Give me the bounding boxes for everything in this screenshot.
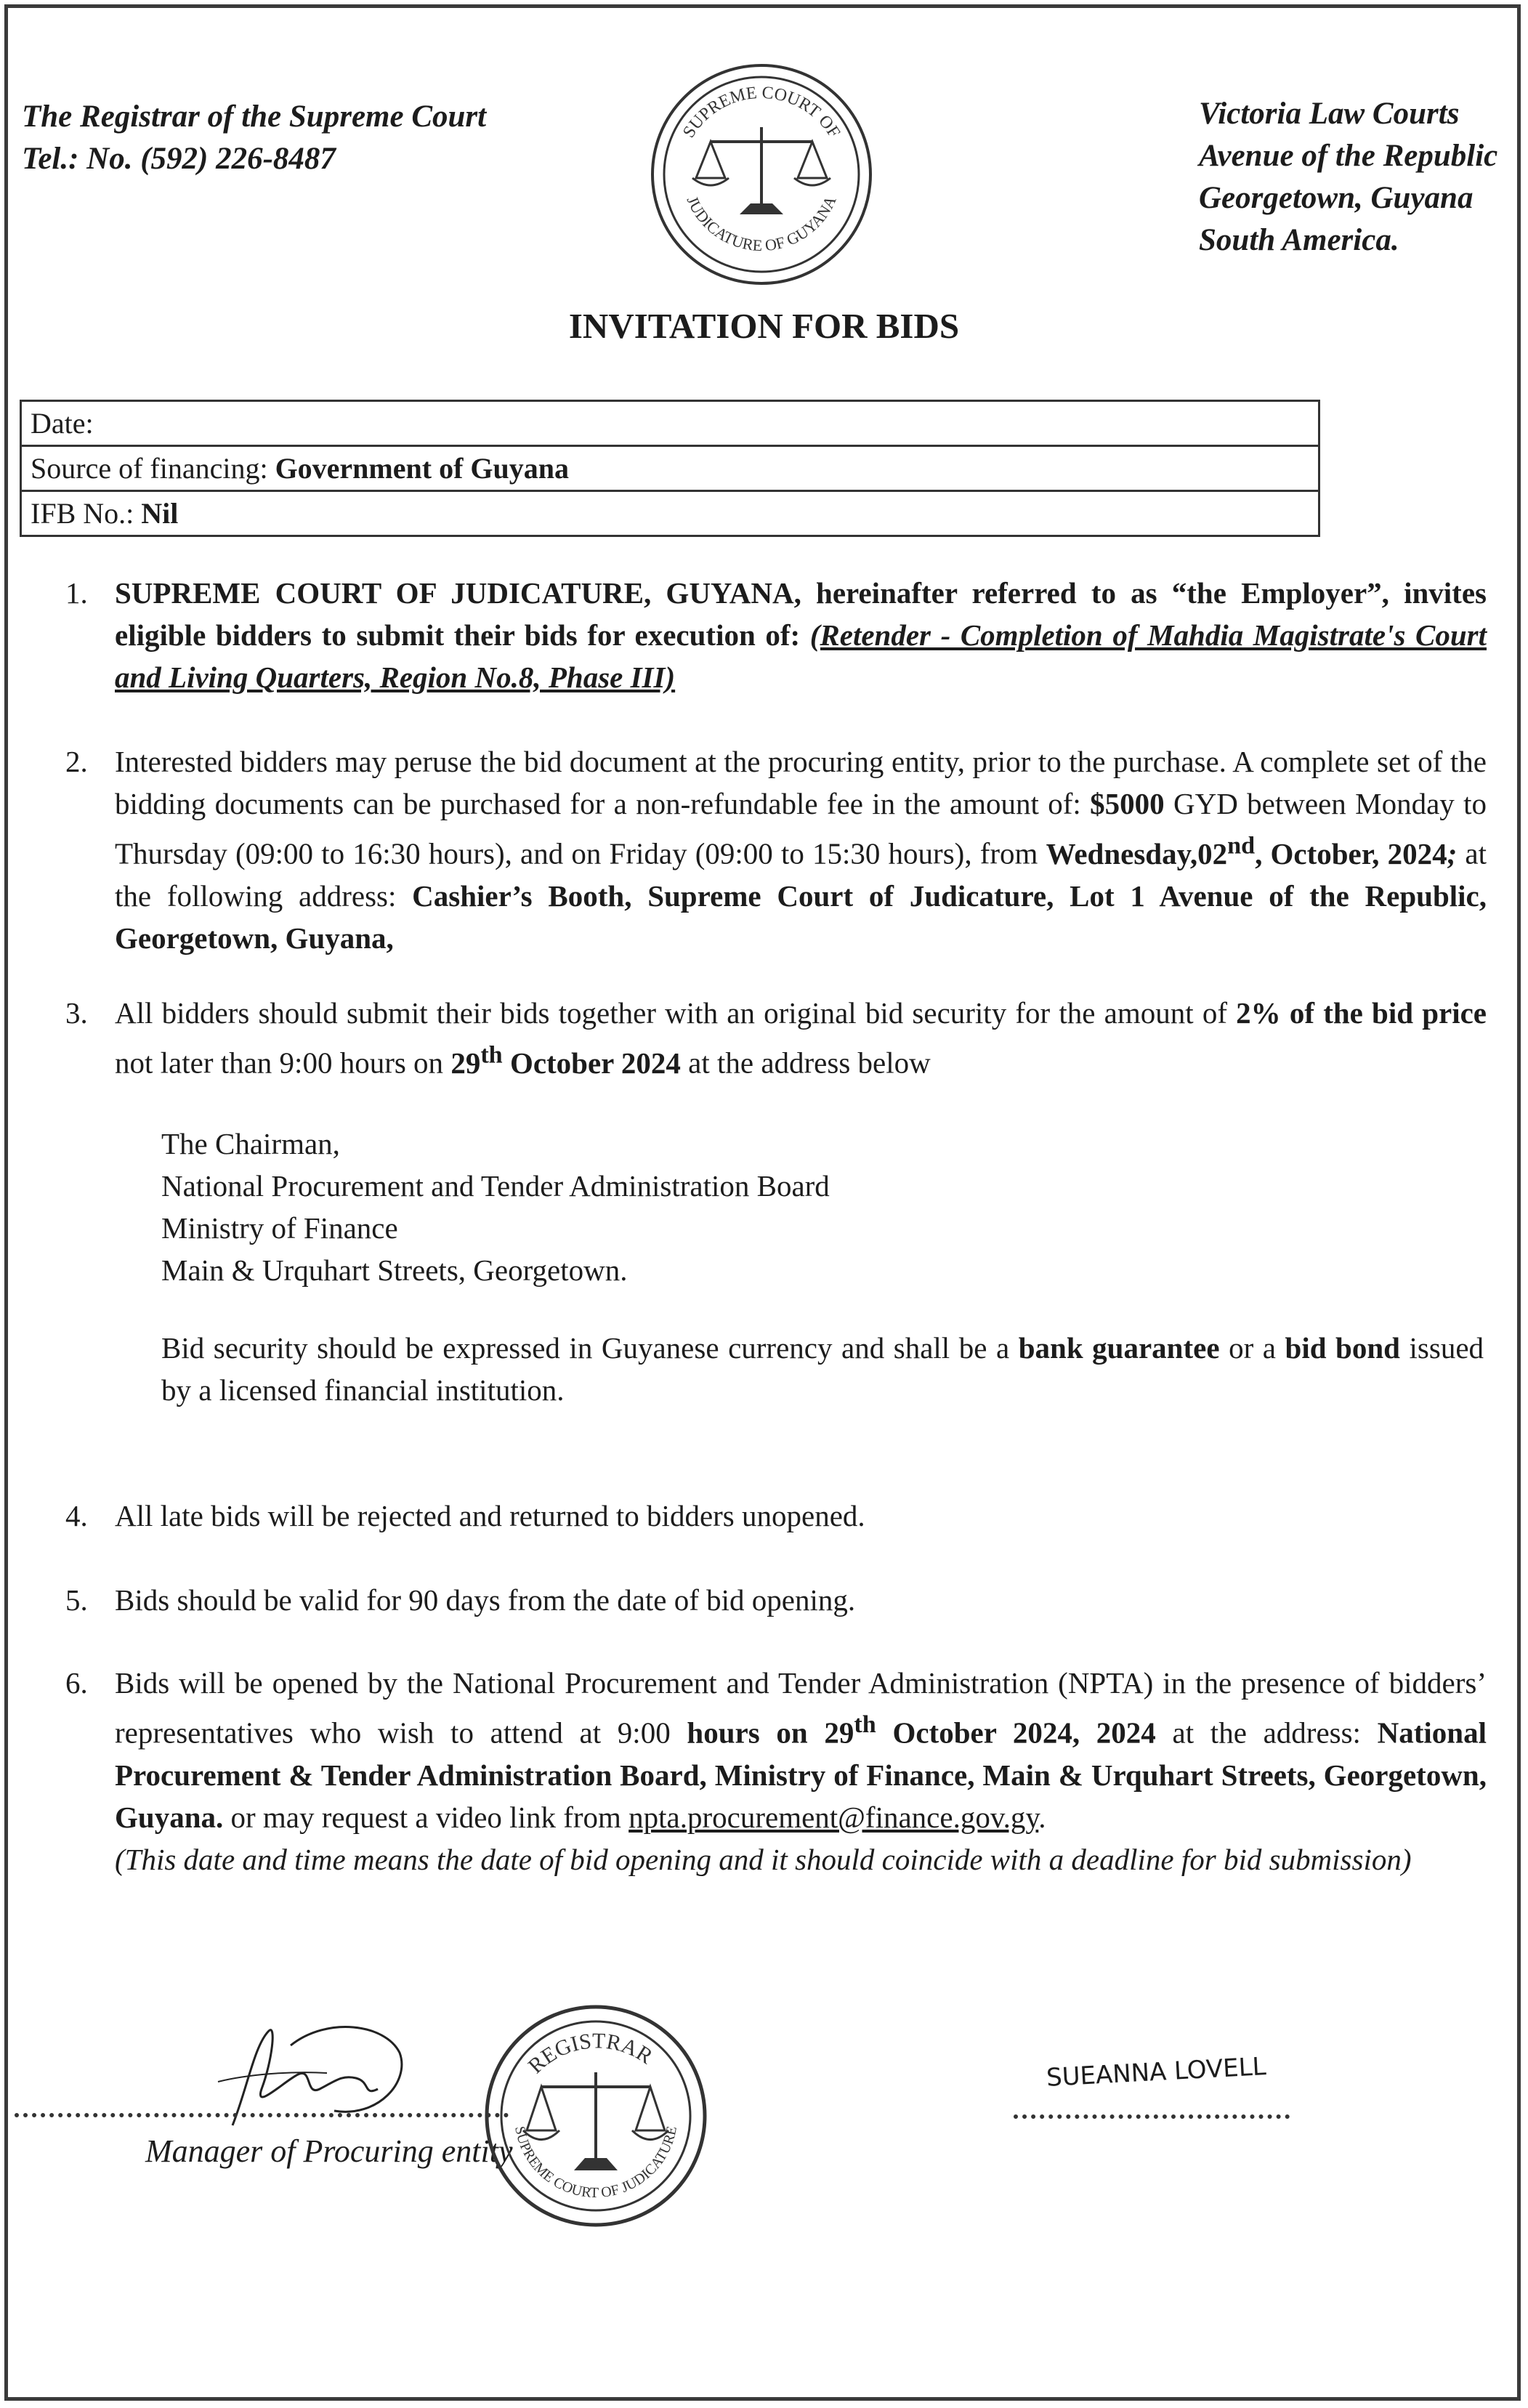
list-item <box>65 992 1487 1084</box>
date-part: 29 <box>450 1046 481 1080</box>
item-body <box>115 1662 1487 1880</box>
svg-text:SUPREME COURT OF JUDICATURE: SUPREME COURT OF JUDICATURE <box>512 2125 680 2202</box>
punctuation: . <box>1038 1800 1046 1834</box>
opening-time: hours on 29 <box>687 1716 854 1750</box>
date-suffix: th <box>480 1041 503 1068</box>
date-part: October 2024 <box>502 1046 681 1080</box>
project-title: (Retender - Completion of Mahdia Magistrate's Court and Living Quarters, Region No.8, Phase III) <box>115 618 1487 694</box>
ifb-value: Nil <box>141 497 179 530</box>
ifb-label: IFB No.: <box>31 497 142 530</box>
court-address <box>1199 93 1497 262</box>
item-number: 4. <box>65 1499 88 1532</box>
item-number: 6. <box>65 1666 88 1700</box>
address-line: Ministry of Finance <box>161 1211 398 1245</box>
item-number: 2. <box>65 745 88 778</box>
item-text: GYD between Monday to Thursday (09:00 to 16:30 hours), and on Friday (09:00 to 15:30 hours), from <box>115 787 1487 870</box>
item-text: at the following address: <box>115 836 1487 913</box>
list-item <box>65 1662 1487 1880</box>
item-number: 3. <box>65 996 88 1030</box>
supreme-court-seal-icon <box>638 62 885 287</box>
item-body <box>115 992 1487 1084</box>
submission-address <box>161 1123 1484 1291</box>
opening-address: National Procurement & Tender Administration Board, Ministry of Finance, Main & Urquhart Streets, Georgetown, Guyana. <box>115 1716 1487 1834</box>
item-body <box>115 572 1487 698</box>
ifb-cell <box>21 491 1319 536</box>
right-signature: SUEANNA LOVELL <box>1046 2052 1267 2093</box>
signature-icon <box>203 2002 421 2140</box>
item-number: 5. <box>65 1583 88 1617</box>
date-suffix: th <box>854 1711 876 1738</box>
list-item <box>65 1495 1487 1537</box>
date-part: , October, 2024 <box>1255 836 1447 870</box>
financing-value: Government of Guyana <box>275 452 569 485</box>
date-suffix: nd <box>1227 832 1256 859</box>
item-body <box>115 740 1487 959</box>
svg-text:SUPREME COURT OF: SUPREME COURT OF <box>679 83 844 142</box>
deadline-date <box>450 1041 681 1080</box>
sale-date <box>1046 832 1447 870</box>
item-body: Bids should be valid for 90 days from the date of bid opening. <box>115 1583 856 1617</box>
bid-security-note <box>161 1327 1484 1411</box>
item-text: Bids will be opened by the National Procurement and Tender Administration (NPTA) in the presence of bidders’ representatives who wish to attend at 9:00 <box>115 1666 1487 1750</box>
bank-guarantee: bank guarantee <box>1018 1331 1220 1365</box>
item-text: or may request a video link from <box>223 1800 629 1834</box>
date-cell: Date: <box>21 401 1319 446</box>
financing-label: Source of financing: <box>31 452 275 485</box>
address-line: National Procurement and Tender Administration Board <box>161 1169 830 1203</box>
bid-info-table <box>20 400 1320 537</box>
signature-line <box>15 2113 509 2117</box>
page-title: INVITATION FOR BIDS <box>568 306 960 346</box>
signature-line <box>1014 2114 1290 2119</box>
svg-text:JUDICATURE OF GUYANA: JUDICATURE OF GUYANA <box>683 193 840 255</box>
opening-note: (This date and time means the date of bid opening and it should coincide with a deadline for bid submission) <box>115 1842 1412 1876</box>
item-body: All late bids will be rejected and returned to bidders unopened. <box>115 1499 865 1532</box>
item-text: at the address: <box>1155 1716 1378 1750</box>
address-line: Victoria Law Courts <box>1199 97 1460 131</box>
address-line: South America. <box>1199 223 1399 257</box>
date-part: Wednesday,02 <box>1046 836 1228 870</box>
item-text: All bidders should submit their bids together with an original bid security for the amount of <box>115 996 1237 1030</box>
opening-date: October 2024, 2024 <box>876 1716 1156 1750</box>
list-item <box>65 1579 1487 1621</box>
fee-amount: $5000 <box>1090 787 1165 820</box>
table-row <box>21 491 1319 536</box>
financing-cell <box>21 446 1319 491</box>
signature-label: Manager of Procuring entity <box>145 2133 513 2169</box>
address-line: Avenue of the Republic <box>1199 139 1498 173</box>
punctuation: ; <box>1447 836 1458 870</box>
registrar-header <box>22 96 486 180</box>
note-text: Bid security should be expressed in Guyanese currency and shall be a <box>161 1331 1019 1365</box>
item-text: Interested bidders may peruse the bid document at the procuring entity, prior to the purchase. A complete set of the bidding documents can be purchased for a non-refundable fee in the amount of: <box>115 745 1487 820</box>
item-text: not later than 9:00 hours on <box>115 1046 451 1080</box>
email-link[interactable]: npta.procurement@finance.gov.gy <box>628 1800 1039 1834</box>
svg-text:REGISTRAR: REGISTRAR <box>523 2029 658 2079</box>
note-text: issued by a licensed financial institution. <box>161 1331 1484 1407</box>
item-number: 1. <box>65 576 88 610</box>
registrar-title: The Registrar of the Supreme Court <box>22 100 487 134</box>
note-text: or a <box>1219 1331 1285 1365</box>
list-item <box>65 572 1487 698</box>
address-line: Georgetown, Guyana <box>1199 181 1474 215</box>
list-item <box>65 740 1487 959</box>
bid-security-percent: 2% of the bid price <box>1236 996 1487 1030</box>
cashier-address: Cashier’s Booth, Supreme Court of Judicature, Lot 1 Avenue of the Republic, Georgetown, Guyana, <box>115 878 1487 955</box>
table-row <box>21 446 1319 491</box>
registrar-phone: Tel.: No. (592) 226-8487 <box>22 142 336 176</box>
address-line: The Chairman, <box>161 1127 340 1160</box>
bid-bond: bid bond <box>1285 1331 1400 1365</box>
item-text: at the address below <box>680 1046 931 1080</box>
registrar-stamp-icon <box>480 2000 712 2232</box>
address-line: Main & Urquhart Streets, Georgetown. <box>161 1253 628 1287</box>
table-row <box>21 401 1319 446</box>
employer-text: SUPREME COURT OF JUDICATURE, GUYANA, hereinafter referred to as “the Employer”, invites eligible bidders to submit their bids for execution of: <box>115 576 1487 652</box>
